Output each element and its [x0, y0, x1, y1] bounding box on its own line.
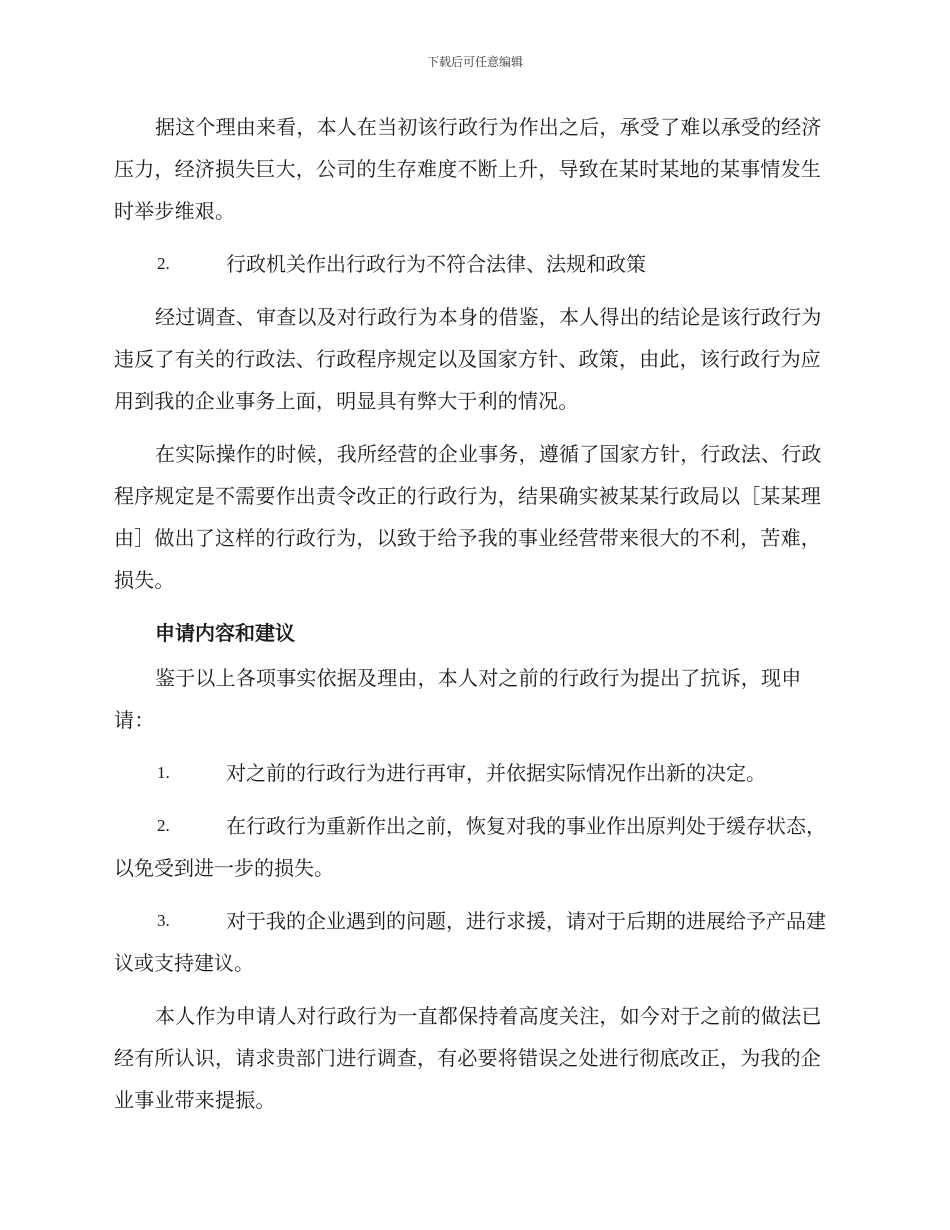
list-number: 1.: [157, 763, 170, 782]
document-body: [114, 106, 836, 1132]
list-item: [114, 900, 836, 984]
numbered-reason-2: [114, 243, 836, 285]
list-item: [114, 805, 836, 889]
list-number: 3.: [157, 911, 170, 930]
list-item-text: 在行政行为重新作出之前，恢复对我的事业作出原判处于缓存状态，以免受到进一步的损失。: [114, 814, 826, 880]
page-header: 下载后可任意编辑: [426, 55, 523, 69]
list-item-text: 对于我的企业遇到的问题，进行求援，请对于后期的进展给予产品建议或支持建议。: [114, 909, 826, 975]
paragraph-actual-operation: 在实际操作的时候，我所经营的企业事务，遵循了国家方针，行政法、行政程序规定是不需要作出责令改正的行政行为，结果确实被某某行政局以［某某理由］做出了这样的行政行为，以致于给予我的事业经营带来很大的不利，苦难，损失。: [114, 442, 822, 592]
paragraph-closing-request: 本人作为申请人对行政行为一直都保持着高度关注，如今对于之前的做法已经有所认识，请求贵部门进行调查，有必要将错误之处进行彻底改正，为我的企业事业带来提振。: [114, 1004, 822, 1112]
list-number: 2.: [157, 816, 170, 835]
list-number: 2.: [157, 254, 170, 273]
list-item-text: 对之前的行政行为进行再审，并依据实际情况作出新的决定。: [226, 761, 766, 785]
section-heading: 申请内容和建议: [155, 621, 295, 645]
list-item-text: 行政机关作出行政行为不符合法律、法规和政策: [226, 252, 646, 276]
list-item: [114, 752, 836, 794]
paragraph-reason-summary: 据这个理由来看，本人在当初该行政行为作出之后，承受了难以承受的经济压力，经济损失巨大，公司的生存难度不断上升，导致在某时某地的某事情发生时举步维艰。: [114, 115, 822, 223]
paragraph-application-intro: 鉴于以上各项事实依据及理由，本人对之前的行政行为提出了抗诉，现申请：: [114, 666, 802, 732]
paragraph-investigation: 经过调查、审查以及对行政行为本身的借鉴，本人得出的结论是该行政行为违反了有关的行政法、行政程序规定以及国家方针、政策，由此，该行政行为应用到我的企业事务上面，明显具有弊大于利的情况。: [114, 305, 822, 413]
